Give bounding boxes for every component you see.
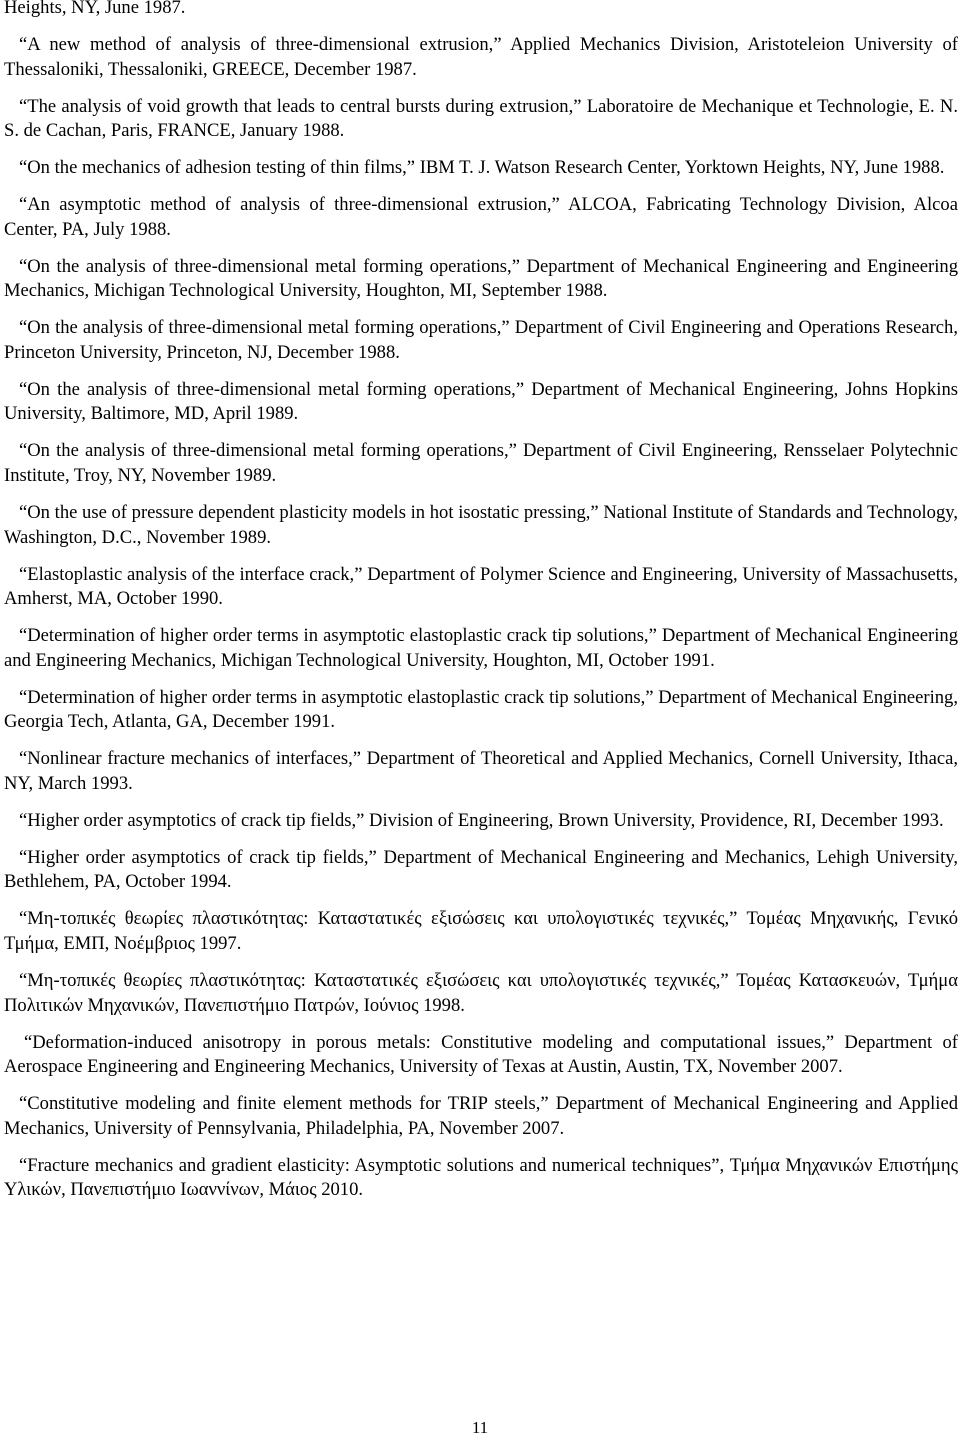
lecture-entry: “On the mechanics of adhesion testing of thin films,” IBM T. J. Watson Research Center, Yorktown Heights, NY, June 1988.: [19, 157, 945, 179]
lecture-entry: “A new method of analysis of three-dimensional extrusion,” Applied Mechanics Division, Aristoteleion University of Thessaloniki, Thessaloniki, GREECE, December 1987.: [4, 33, 958, 80]
lecture-entry: “Elastoplastic analysis of the interface crack,” Department of Polymer Science and Engineering, University of Massachusetts, Amherst, MA, October 1990.: [4, 563, 958, 610]
lecture-entry: “Determination of higher order terms in asymptotic elastoplastic crack tip solutions,” Department of Mechanical Engineering and Engineering Mechanics, Michigan Technological University, Houghton, MI, October 1991.: [4, 625, 958, 671]
lecture-entry: “Μη-τοπικές θεωρίες πλαστικότητας: Καταστατικές εξισώσεις και υπολογιστικές τεχνικές,” Τομέας Μηχανικής, Γενικό Τμήμα, ΕΜΠ, Νοέμβριος 1997.: [4, 908, 958, 955]
lecture-entry: “On the analysis of three-dimensional metal forming operations,” Department of Civil Engineering, Rensselaer Polytechnic Institute, Troy, NY, November 1989.: [4, 440, 958, 487]
lecture-entry: “On the analysis of three-dimensional metal forming operations,” Department of Mechanical Engineering, Johns Hopkins University, Baltimore, MD, April 1989.: [4, 378, 958, 425]
lecture-entry: “An asymptotic method of analysis of three-dimensional extrusion,” ALCOA, Fabricating Technology Division, Alcoa Center, PA, July 1988.: [4, 194, 958, 240]
lecture-entry: “Higher order asymptotics of crack tip fields,” Division of Engineering, Brown University, Providence, RI, December 1993.: [19, 809, 944, 831]
lecture-entry: “Μη-τοπικές θεωρίες πλαστικότητας: Καταστατικές εξισώσεις και υπολογιστικές τεχνικές,” Τομέας Κατασκευών, Τμήμα Πολιτικών Μηχανικών, Πανεπιστήμιο Πατρών, Ιούνιος 1998.: [4, 970, 958, 1016]
lecture-entry: “Deformation-induced anisotropy in porous metals: Constitutive modeling and computational issues,” Department of Aerospace Engineering and Engineering Mechanics, University of Texas at Austin, Austin, TX, November 2007.: [4, 1031, 958, 1078]
document-page: [4, 0, 958, 1215]
lecture-entry: “Constitutive modeling and finite element methods for TRIP steels,” Department of Mechanical Engineering and Applied Mechanics, University of Pennsylvania, Philadelphia, PA, November 2007.: [4, 1093, 958, 1139]
lecture-entry: “On the analysis of three-dimensional metal forming operations,” Department of Mechanical Engineering and Engineering Mechanics, Michigan Technological University, Houghton, MI, September 1988.: [4, 255, 958, 302]
lecture-entry: “Determination of higher order terms in asymptotic elastoplastic crack tip solutions,” Department of Mechanical Engineering, Georgia Tech, Atlanta, GA, December 1991.: [4, 686, 958, 733]
lecture-entry: “Nonlinear fracture mechanics of interfaces,” Department of Theoretical and Applied Mechanics, Cornell University, Ithaca, NY, March 1993.: [4, 748, 958, 794]
lecture-entry: “On the analysis of three-dimensional metal forming operations,” Department of Civil Engineering and Operations Research, Princeton University, Princeton, NJ, December 1988.: [4, 317, 958, 363]
lecture-entry: Heights, NY, June 1987.: [4, 0, 186, 18]
page-number: 11: [471, 1418, 489, 1437]
lecture-entry: “Fracture mechanics and gradient elasticity: Asymptotic solutions and numerical techniques”, Τμήμα Μηχανικών Επιστήμης Υλικών, Πανεπιστήμιο Ιωαννίνων, Μάιος 2010.: [4, 1154, 958, 1201]
lecture-entry: “The analysis of void growth that leads to central bursts during extrusion,” Laboratoire de Mechanique et Technologie, E. N. S. de Cachan, Paris, FRANCE, January 1988.: [4, 95, 958, 142]
lecture-entry: “On the use of pressure dependent plasticity models in hot isostatic pressing,” National Institute of Standards and Technology, Washington, D.C., November 1989.: [4, 502, 958, 548]
lecture-entry: “Higher order asymptotics of crack tip fields,” Department of Mechanical Engineering and Mechanics, Lehigh University, Bethlehem, PA, October 1994.: [4, 846, 958, 893]
